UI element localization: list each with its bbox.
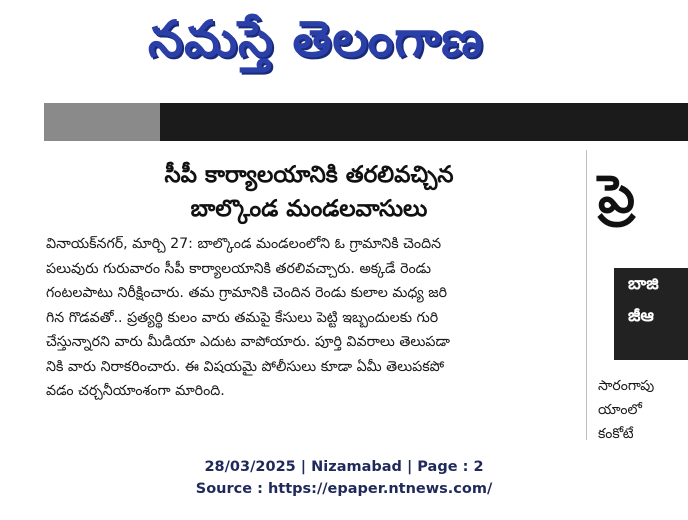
body-line: వడం చర్చనీయాంశంగా మారింది.	[46, 383, 225, 399]
source-footer	[0, 456, 688, 500]
edition-info: 28/03/2025 | Nizamabad | Page : 2	[204, 459, 484, 475]
adjacent-highlight-box	[614, 268, 688, 360]
adjacent-body	[598, 374, 688, 440]
adjacent-body-line: సారంగాపు	[598, 378, 655, 394]
column-divider	[586, 150, 587, 440]
body-line: వినాయక్‌నగర్, మార్చి 27: బాల్కొండ మండలంలోని ఓ గ్రామానికి చెందిన	[46, 236, 442, 252]
highlight-line-1: బాజి	[628, 274, 659, 294]
masthead	[0, 0, 688, 100]
article-headline	[44, 158, 574, 226]
adjacent-body-line: యాంలో	[598, 402, 642, 418]
header-rule-accent	[44, 103, 160, 141]
body-line: పలువురు గురువారం సీపీ కార్యాలయానికి తరలివచ్చారు. అక్కడే రెండు	[46, 260, 432, 277]
headline-line-2: బాల్కొండ మండలవాసులు	[190, 196, 428, 222]
highlight-line-2: జీఆ	[628, 306, 654, 326]
headline-line-1: సీపీ కార్యాలయానికి తరలివచ్చిన	[164, 162, 454, 188]
adjacent-headline: ప్రె	[598, 165, 635, 225]
adjacent-article-fragment	[596, 150, 688, 440]
article-body	[44, 232, 574, 404]
newspaper-logo: నమస్తే తెలంగాణ	[148, 10, 484, 68]
body-line: నికి వారు నిరాకరించారు. ఈ విషయమై పోలీసులు కూడా ఏమీ తెలుపకపో	[46, 358, 445, 375]
body-line: గంటలపాటు నిరీక్షించారు. తమ గ్రామానికి చెందిన రెండు కులాల మధ్య జరి	[46, 285, 448, 301]
body-line: చేస్తున్నారని వారు మీడియా ఎదుట వాపోయారు. పూర్తి వివరాలు తెలుపడా	[46, 334, 450, 350]
adjacent-body-line: కంకోటే	[598, 426, 634, 440]
body-line: గిన గొడవతో.. ప్రత్యర్థి కులం వారు తమపై కేసులు పెట్టి ఇబ్బందులకు గురి	[46, 309, 439, 326]
source-link[interactable]: Source : https://epaper.ntnews.com/	[195, 481, 493, 497]
news-article	[44, 150, 574, 435]
